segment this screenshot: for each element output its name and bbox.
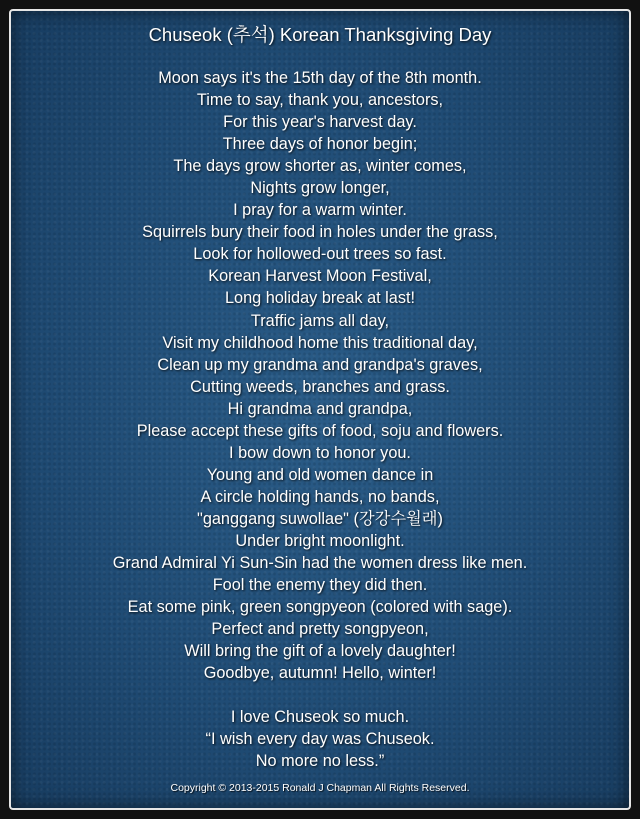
poem-line: “I wish every day was Chuseok. — [205, 730, 435, 749]
poem-line: "ganggang suwollae" (강강수월래) — [197, 509, 443, 528]
poem-line: Fool the enemy they did then. — [212, 576, 428, 595]
poem-line: Under bright moonlight. — [235, 531, 405, 550]
poem-line: Moon says it's the 15th day of the 8th month. — [158, 69, 482, 87]
poem-line: A circle holding hands, no bands, — [200, 487, 440, 506]
poem-line: Young and old women dance in — [206, 465, 434, 484]
poem-line: Hi grandma and grandpa, — [227, 399, 413, 418]
poem-line: I bow down to honor you. — [229, 443, 411, 462]
poem-line: Visit my childhood home this traditional day, — [162, 333, 478, 352]
poem-line: Squirrels bury their food in holes under the grass, — [142, 223, 498, 242]
poem-line: No more no less.” — [255, 752, 385, 771]
poem-line: Time to say, thank you, ancestors, — [196, 91, 444, 110]
poem-line: I pray for a warm winter. — [233, 201, 407, 220]
poem-line: Traffic jams all day, — [250, 311, 390, 330]
poem-line: Please accept these gifts of food, soju and flowers. — [136, 421, 504, 440]
poem-line: Korean Harvest Moon Festival, — [208, 267, 432, 286]
poem-line: Cutting weeds, branches and grass. — [190, 377, 450, 396]
poem-line: Look for hollowed-out trees so fast. — [193, 245, 447, 264]
copyright-notice: Copyright © 2013-2015 Ronald J Chapman All Rights Reserved. — [170, 782, 470, 794]
poem-panel — [9, 9, 631, 810]
poem-line: Long holiday break at last! — [224, 289, 416, 308]
poem-line: Clean up my grandma and grandpa's graves, — [157, 355, 483, 374]
stanza-break — [11, 684, 629, 706]
poem-line: Three days of honor begin; — [222, 135, 418, 154]
poem-line: Perfect and pretty songpyeon, — [211, 620, 429, 639]
poem-line: Nights grow longer, — [250, 179, 390, 198]
poem-line: Will bring the gift of a lovely daughter! — [184, 642, 456, 661]
poem-line: Eat some pink, green songpyeon (colored with sage). — [127, 598, 513, 617]
poem-line: For this year's harvest day. — [223, 113, 417, 132]
poem-line: Grand Admiral Yi Sun-Sin had the women dress like men. — [112, 554, 528, 573]
poem-line: Goodbye, autumn! Hello, winter! — [203, 664, 437, 683]
poem-line: The days grow shorter as, winter comes, — [173, 157, 467, 176]
poem-body — [11, 67, 629, 773]
poem-line: I love Chuseok so much. — [230, 708, 410, 727]
poem-title: Chuseok (추석) Korean Thanksgiving Day — [148, 24, 492, 45]
